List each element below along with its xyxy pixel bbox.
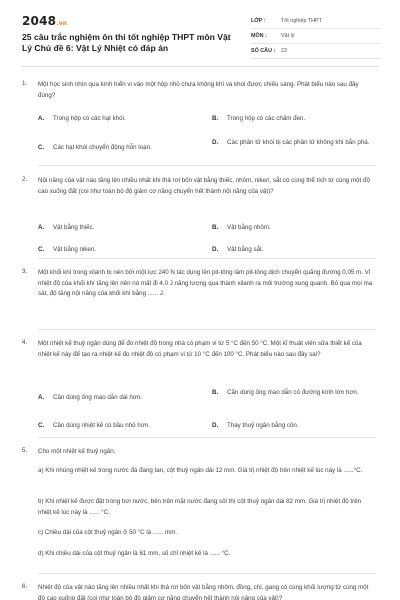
meta-table (251, 14, 381, 59)
question-number: 2. (22, 176, 28, 183)
option-text: Thay thuỷ ngân bằng cồn. (227, 422, 299, 429)
meta-row-class (251, 14, 381, 29)
option-key: A. (38, 394, 45, 401)
question-3 (22, 268, 378, 320)
question-divider (38, 165, 376, 166)
option-b[interactable] (212, 114, 372, 124)
option-a[interactable] (38, 393, 198, 403)
option-key: B. (212, 389, 219, 396)
option-text: Cần dùng nhiệt kế có bầu nhỏ hơn. (53, 422, 150, 429)
meta-key: LỚP : (251, 18, 266, 24)
question-1 (22, 80, 378, 160)
header-divider (22, 66, 378, 67)
question-text: Nội năng của vật nào tăng lên nhiều nhất khi thả rơi bốn vật bằng thiếc, nhôm, niken, sắt có cùng thể tích từ cùng một độ cao xuống đất (coi như toàn bộ độ giảm cơ năng chuyển hết thành nội năng của vật)? (38, 177, 370, 195)
option-text: Cần dùng ống mao dẫn dài hơn. (53, 394, 143, 401)
option-text: Vật bằng thiếc. (53, 224, 95, 231)
question-text: Một nhiệt kế thuỷ ngân dùng để đo nhiệt độ trong nhà có phạm vi từ 5 °C đến 50 °C. Một kĩ thuật viên sửa thiết kế của nhiệt kế này để tạo ra nhiệt kế đo nhiệt độ có phạm vi từ 10 °C đến 100 °C. Phát biểu nào sau đây sai? (38, 340, 362, 358)
option-d[interactable] (212, 138, 374, 148)
option-key: A. (38, 224, 45, 231)
option-text: Trong hộp có các chấm đen. (227, 115, 306, 122)
option-c[interactable] (38, 245, 198, 255)
option-key: D. (212, 422, 219, 429)
option-key: B. (212, 115, 219, 122)
subquestion-c: c) Chiều dài của cột thuỷ ngân ở 50 °C là ...... mm. (38, 529, 177, 536)
option-key: D. (212, 139, 219, 146)
question-divider (38, 329, 376, 330)
logo-text: 2048 (22, 14, 57, 28)
option-key: C. (38, 246, 45, 253)
meta-value: 23 (281, 48, 287, 54)
option-text: Trong hộp có các hạt khói. (53, 115, 126, 122)
site-logo[interactable] (22, 14, 67, 28)
question-text: Nhiệt độ của vật nào tăng lên nhiều nhất khi thả rơi bốn vật bằng nhôm, đồng, chì, gang có cùng khối lượng từ cùng một độ cao xuống đất (coi như toàn bộ độ giảm cơ năng chuyển hết thành nội năng của vật)? (38, 584, 369, 600)
question-text: Một khối khí trong xilanh bị nén bởi một lực 240 N tác dụng lên pit-tông làm pit-tông dịch chuyển quãng đường 0,05 m. Vì nhiệt độ của khối khí tăng lên nên nó mất đi 4,0 J năng lượng qua thành xilanh ra môi trường xung quanh. Bỏ qua mọi ma sát, độ tăng nội năng của khối khí bằng ...... J. (38, 269, 373, 298)
option-key: C. (38, 422, 45, 429)
question-number: 1. (22, 80, 28, 87)
meta-key: SỐ CÂU : (251, 48, 276, 54)
option-a[interactable] (38, 223, 198, 233)
subquestion-d: d) Khi chiều dài của cột thuỷ ngân là 61 mm, số chỉ nhiệt kế là ...... °C. (38, 550, 231, 557)
option-text: Các hạt khói chuyển động hỗn loạn. (53, 144, 152, 151)
meta-key: MÔN : (251, 33, 267, 39)
question-number: 6. (22, 583, 28, 590)
option-key: C. (38, 144, 45, 151)
option-text: Các phân tử khói bị các phân tử không khí bắn phá. (227, 139, 370, 146)
option-c[interactable] (38, 143, 198, 153)
document-title: 25 câu trắc nghiệm ôn thi tốt nghiệp THPT môn Vật Lý Chủ đề 6: Vật Lý Nhiệt có đáp án (22, 32, 231, 53)
option-text: Vật bằng sắt. (227, 246, 264, 253)
subquestion-b: b) Khi nhiệt kế được đặt trong hơi nước, bên trên mặt nước đang sôi thì cột thuỷ ngân dài 82 mm. Giá trị nhiệt độ trên nhiệt kế lúc này là ...... °C. (38, 498, 362, 516)
option-d[interactable] (212, 421, 372, 431)
question-6 (22, 583, 378, 600)
question-2 (22, 176, 378, 256)
logo-suffix: .vn (56, 20, 68, 27)
question-text: Một học sinh nhìn qua kính hiển vi vào một hộp nhỏ chứa không khí và khói được chiếu sáng. Phát biểu nào sau đây đúng? (38, 81, 359, 99)
option-b[interactable] (212, 223, 372, 233)
option-text: Vật bằng niken. (53, 246, 97, 253)
option-key: D. (212, 246, 219, 253)
option-key: B. (212, 224, 219, 231)
question-number: 5. (22, 447, 28, 454)
option-b[interactable] (212, 388, 374, 398)
option-text: Cần dùng ống mao dẫn có đường kính lớn hơn. (227, 389, 359, 396)
meta-row-subject (251, 29, 381, 44)
question-divider (38, 258, 376, 259)
question-text: Cho một nhiệt kế thuỷ ngân. (38, 448, 116, 455)
question-divider (38, 437, 376, 438)
meta-value: Vật lý (281, 33, 295, 39)
question-divider (38, 573, 376, 574)
meta-row-count (251, 44, 381, 59)
option-a[interactable] (38, 114, 198, 124)
option-text: Vật bằng nhôm. (227, 224, 271, 231)
option-key: A. (38, 115, 45, 122)
option-c[interactable] (38, 421, 208, 431)
question-4 (22, 339, 378, 434)
option-d[interactable] (212, 245, 372, 255)
meta-value: Tốt nghiệp THPT (281, 18, 322, 24)
subquestion-a: a) Khi nhúng nhiệt kế trong nước đá đang tan, cột thuỷ ngân dài 12 mm. Giá trị nhiệt độ trên nhiệt kế lúc này là ......°C. (38, 467, 363, 474)
question-number: 4. (22, 339, 28, 346)
question-number: 3. (22, 268, 28, 275)
